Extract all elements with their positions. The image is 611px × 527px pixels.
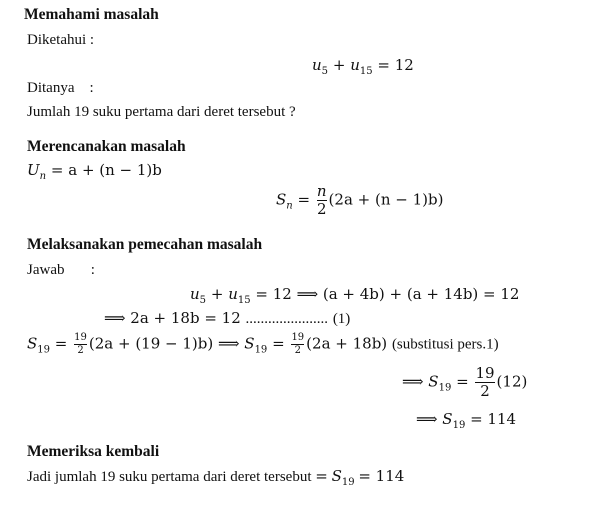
- op: +: [332, 56, 346, 74]
- sub: 19: [254, 344, 268, 356]
- sub: 19: [341, 477, 355, 488]
- un-rhs: = a + (n − 1)b: [50, 161, 162, 179]
- op: +: [210, 285, 224, 303]
- op: =: [297, 190, 311, 209]
- heading-execute: Melaksanakan pemecahan masalah: [27, 236, 263, 253]
- var-S: S: [442, 410, 453, 428]
- exec-line-4: [402, 366, 527, 399]
- line5-rest: = 114: [470, 410, 517, 428]
- sub: n: [286, 200, 293, 212]
- heading-plan: Merencanakan masalah: [27, 138, 186, 155]
- var-S: S: [331, 467, 342, 485]
- known-label: Diketahui :: [27, 32, 95, 48]
- asked-label: Ditanya :: [27, 80, 94, 96]
- var-u: u: [312, 56, 322, 74]
- op: =: [315, 467, 328, 485]
- frac-den: 2: [316, 200, 327, 218]
- fraction: [475, 366, 494, 399]
- op: =: [272, 334, 285, 353]
- frac-num: 19: [74, 332, 87, 343]
- heading-review: Memeriksa kembali: [27, 443, 160, 460]
- exec-line-1: [190, 285, 519, 306]
- line3-rest: (2a + 18b): [306, 334, 388, 353]
- sub: 5: [199, 295, 207, 306]
- exec-line-3: [27, 333, 499, 356]
- var-S: S: [276, 190, 287, 209]
- leader-dots: ......................: [245, 311, 329, 327]
- var-U: U: [27, 161, 40, 179]
- frac-num: 19: [291, 332, 305, 343]
- exec-line-2: [104, 309, 350, 328]
- var-u: u: [228, 285, 238, 303]
- sub: 19: [452, 420, 466, 431]
- frac-num: n: [316, 182, 327, 200]
- sn-formula: [276, 184, 443, 217]
- un-formula: [27, 161, 162, 182]
- known-equation: [312, 56, 414, 77]
- sub: 15: [237, 295, 251, 306]
- sub: n: [39, 171, 47, 182]
- review-line: [27, 467, 404, 488]
- line3-mid: (2a + (19 − 1)b) ⟹: [88, 334, 240, 353]
- frac-den: 2: [294, 345, 301, 356]
- var-u: u: [350, 56, 360, 74]
- op: =: [456, 372, 469, 391]
- sn-rest: (2a + (n − 1)b): [328, 190, 444, 209]
- frac-num: 19: [475, 364, 495, 382]
- fraction: [317, 184, 327, 217]
- sub: 15: [359, 66, 373, 77]
- var-u: u: [190, 285, 200, 303]
- frac-den: 2: [77, 345, 84, 356]
- review-result: = 114: [358, 467, 405, 485]
- sub: 19: [37, 344, 51, 356]
- sub: 19: [438, 382, 452, 394]
- heading-understand: Memahami masalah: [24, 6, 159, 23]
- equation-tag: (1): [332, 311, 351, 327]
- substitution-note: (substitusi pers.1): [391, 336, 499, 353]
- implies-arrow: ⟹: [402, 372, 424, 391]
- line4-rest: (12): [496, 372, 528, 391]
- exec-line-5: [416, 410, 516, 431]
- fraction: [291, 333, 304, 356]
- eq-rhs: = 12: [377, 56, 414, 74]
- var-S: S: [27, 334, 38, 353]
- line1-rest: = 12 ⟹ (a + 4b) + (a + 14b) = 12: [255, 285, 520, 303]
- asked-text: Jumlah 19 suku pertama dari deret tersebut ?: [27, 104, 296, 120]
- review-text: Jadi jumlah 19 suku pertama dari deret tersebut: [27, 469, 312, 485]
- answer-label: Jawab :: [27, 262, 95, 278]
- fraction: [74, 333, 87, 356]
- var-S: S: [428, 372, 439, 391]
- var-S: S: [244, 334, 255, 353]
- op: =: [54, 334, 68, 353]
- line2-eq: ⟹ 2a + 18b = 12: [104, 309, 241, 327]
- sub: 5: [321, 66, 329, 77]
- implies-arrow: ⟹: [416, 410, 438, 428]
- frac-den: 2: [480, 382, 490, 400]
